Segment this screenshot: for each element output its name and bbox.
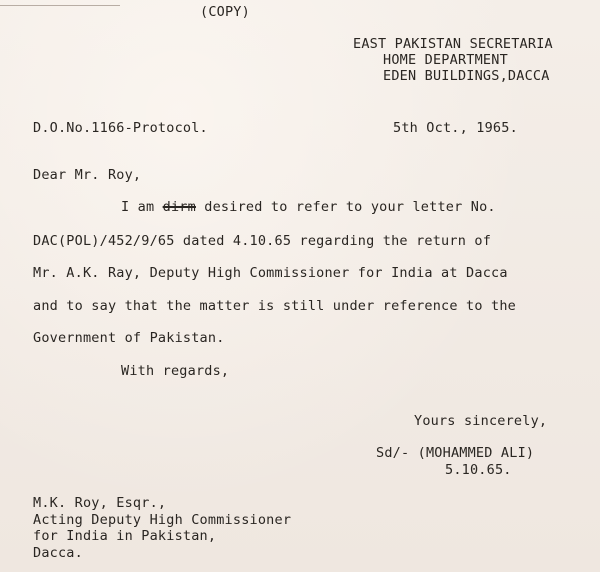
body-line-2: DAC(POL)/452/9/65 dated 4.10.65 regarding the return of: [33, 233, 492, 249]
sender-address-line-1: EAST PAKISTAN SECRETARIA: [353, 36, 553, 52]
struck-word: dirm: [162, 199, 196, 215]
sender-address-line-3: EDEN BUILDINGS,DACCA: [383, 68, 550, 84]
recipient-line-2: Acting Deputy High Commissioner: [33, 512, 292, 528]
sender-address-line-2: HOME DEPARTMENT: [383, 52, 508, 68]
recipient-line-1: M.K. Roy, Esqr.,: [33, 495, 167, 511]
signature-date: 5.10.65.: [445, 462, 512, 478]
body-line-5: Government of Pakistan.: [33, 330, 225, 346]
body-line-3: Mr. A.K. Ray, Deputy High Commissioner for India at Dacca: [33, 265, 508, 281]
signature-line-1: Sd/- (MOHAMMED ALI): [376, 445, 535, 461]
body-line-1-end: desired to refer to your letter No.: [195, 199, 496, 215]
copy-label: (COPY): [200, 4, 250, 20]
body-line-4: and to say that the matter is still under reference to the: [33, 298, 517, 314]
reference-number: D.O.No.1166-Protocol.: [33, 120, 208, 136]
letter-date: 5th Oct., 1965.: [393, 120, 518, 136]
body-line-1-start: I am: [121, 199, 163, 215]
salutation: Dear Mr. Roy,: [33, 167, 142, 183]
recipient-line-4: Dacca.: [33, 545, 83, 561]
closing: Yours sincerely,: [414, 413, 548, 429]
top-rule: [0, 5, 120, 6]
recipient-line-3: for India in Pakistan,: [33, 528, 217, 544]
body-line-1: [121, 199, 496, 215]
regards: With regards,: [121, 363, 230, 379]
